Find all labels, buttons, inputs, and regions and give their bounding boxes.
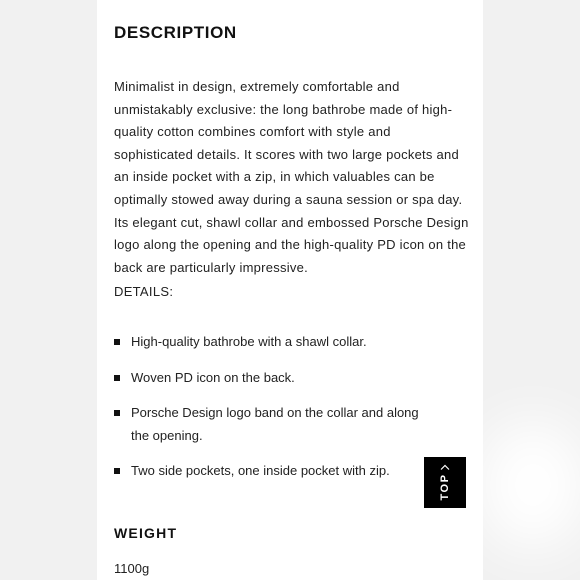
background-glow-right [478, 420, 580, 550]
bullet-square-icon [114, 468, 120, 474]
list-item [114, 367, 434, 390]
list-item [114, 402, 434, 447]
list-item [114, 331, 434, 354]
list-item-text: High-quality bathrobe with a shawl collar. [131, 334, 367, 349]
list-item [114, 460, 434, 483]
list-item-text: Two side pockets, one inside pocket with zip. [131, 463, 390, 478]
list-item-text: Woven PD icon on the back. [131, 369, 295, 385]
scroll-to-top-label: TOP [439, 473, 451, 501]
details-label: DETAILS: [114, 284, 174, 299]
chevron-up-icon [439, 463, 451, 471]
bullet-square-icon [114, 410, 120, 416]
weight-heading: WEIGHT [114, 525, 178, 541]
bullet-square-icon [114, 375, 120, 381]
scroll-to-top-button[interactable] [424, 457, 466, 508]
bullet-square-icon [114, 339, 120, 345]
details-list [114, 331, 434, 496]
weight-value: 1100g [114, 561, 150, 576]
description-heading: DESCRIPTION [114, 23, 237, 42]
list-item-text: Porsche Design logo band on the collar and along the opening. [131, 405, 419, 443]
description-text: Minimalist in design, extremely comfortable and unmistakably exclusive: the long bathrobe made of high-quality cotton combines comfort with style and sophisticated details. It scores with two large pockets and an inside pocket with a zip, in which valuables can be optimally stowed away during a sauna session or spa day. Its elegant cut, shawl collar and embossed Porsche Design logo along the opening and the high-quality PD icon on the back are particularly impressive. [114, 79, 469, 275]
